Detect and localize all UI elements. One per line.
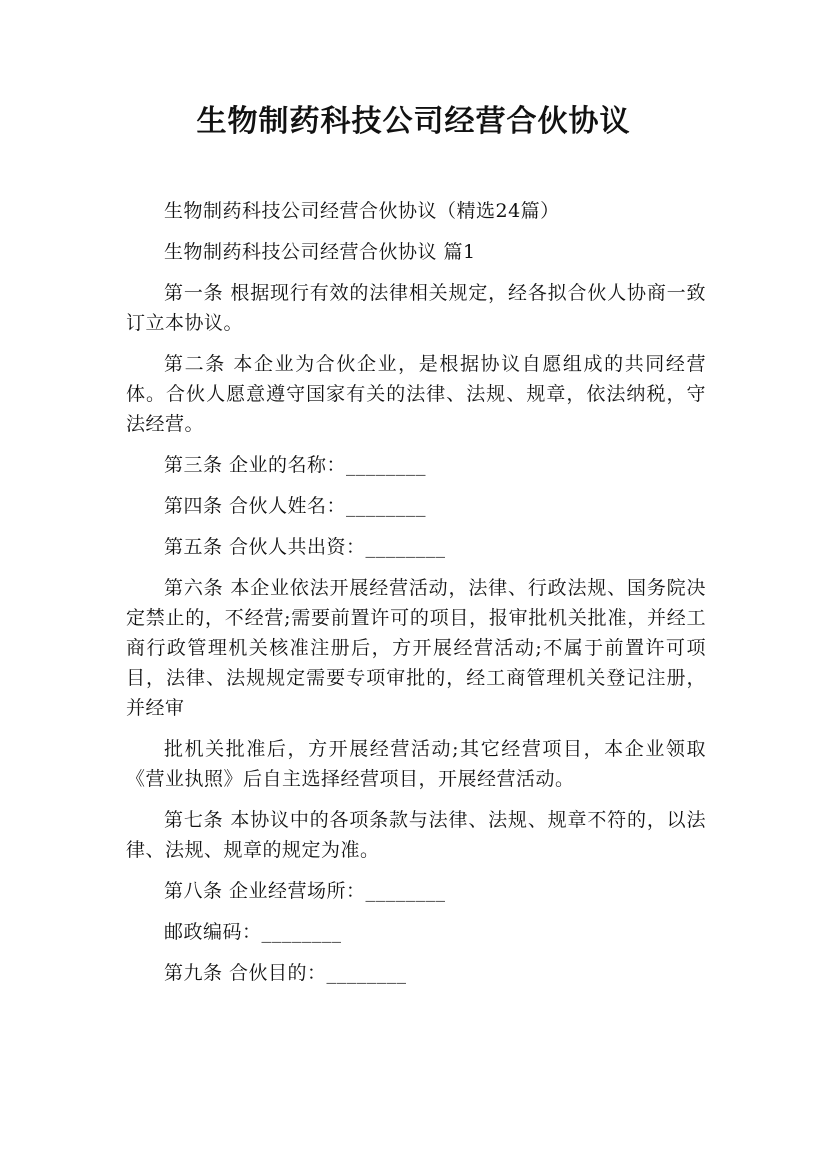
paragraph-article-2: 第二条 本企业为合伙企业，是根据协议自愿组成的共同经营体。合伙人愿意遵守国家有关的法律、法规、规章，依法纳税，守法经营。 (126, 353, 706, 435)
paragraph-article-8: 第八条 企业经营场所：________ (164, 880, 446, 902)
document-body (126, 196, 706, 999)
paragraph-article-4: 第四条 合伙人姓名：________ (164, 495, 427, 517)
paragraph-article-1: 第一条 根据现行有效的法律相关规定，经各拟合伙人协商一致订立本协议。 (126, 282, 706, 334)
paragraph-article-6-continued: 批机关批准后，方开展经营活动;其它经营项目，本企业领取《营业执照》后自主选择经营项目，开展经营活动。 (126, 738, 706, 790)
paragraph-article-9: 第九条 合伙目的：________ (164, 962, 407, 984)
paragraph-postal-code: 邮政编码：________ (164, 921, 342, 943)
paragraph-subtitle: 生物制药科技公司经营合伙协议（精选24篇） (164, 200, 560, 222)
paragraph-section-heading: 生物制药科技公司经营合伙协议 篇1 (164, 241, 476, 263)
paragraph-article-3: 第三条 企业的名称：________ (164, 454, 427, 476)
document-title: 生物制药科技公司经营合伙协议 (196, 104, 631, 139)
paragraph-article-7: 第七条 本协议中的各项条款与法律、法规、规章不符的，以法律、法规、规章的规定为准。 (126, 809, 706, 861)
paragraph-article-5: 第五条 合伙人共出资：________ (164, 536, 446, 558)
paragraph-article-6: 第六条 本企业依法开展经营活动，法律、行政法规、国务院决定禁止的，不经营;需要前置许可的项目，报审批机关批准，并经工商行政管理机关核准注册后，方开展经营活动;不属于前置许可项目，法律、法规规定需要专项审批的，经工商管理机关登记注册，并经审 (126, 577, 706, 719)
